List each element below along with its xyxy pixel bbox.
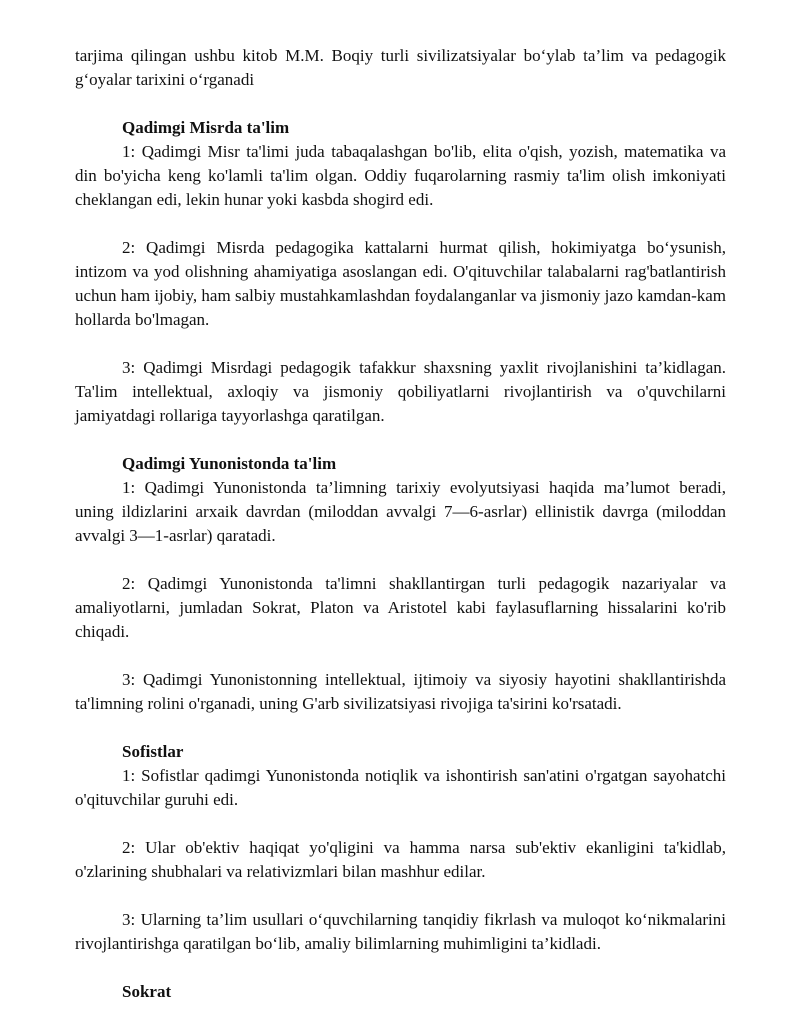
- paragraph: 3: Qadimgi Misrdagi pedagogik tafakkur shaxsning yaxlit rivojlanishini ta’kidlagan. Ta'lim intellektual, axloqiy va jismoniy qobiliyatlarni rivojlantirish va o'quvchilarni jamiyatdagi rollariga tayyorlashga qaratilgan.: [75, 358, 726, 425]
- section-heading: Qadimgi Misrda ta'lim: [122, 118, 290, 137]
- paragraph: 2: Qadimgi Misrda pedagogika kattalarni hurmat qilish, hokimiyatga bo‘ysunish, intizom va yod olishning ahamiyatiga asoslangan edi. O'qituvchilar talabalarni rag'batlantirish uchun ham ijobiy, ham salbiy mustahkamlashdan foydalanganlar va jismoniy jazo kamdan-kam hollarda bo'lmagan.: [75, 238, 726, 329]
- paragraph: 3: Ularning ta’lim usullari o‘quvchilarning tanqidiy fikrlash va muloqot ko‘nikmalarini rivojlantirishga qaratilgan bo‘lib, amaliy bilimlarning muhimligini ta’kidladi.: [75, 910, 726, 953]
- paragraph: 3: Qadimgi Yunonistonning intellektual, ijtimoiy va siyosiy hayotini shakllantirishda ta'limning rolini o'rganadi, uning G'arb sivilizatsiyasi rivojiga ta'sirini ko'rsatadi.: [75, 670, 726, 713]
- paragraph: 1: Sofistlar qadimgi Yunonistonda notiqlik va ishontirish san'atini o'rgatgan sayohatchi o'qituvchilar guruhi edi.: [75, 766, 726, 809]
- intro-paragraph: tarjima qilingan ushbu kitob M.M. Boqiy turli sivilizatsiyalar bo‘ylab ta’lim va pedagogik g‘oyalar tarixini o‘rganadi: [75, 46, 726, 89]
- paragraph: 2: Ular ob'ektiv haqiqat yo'qligini va hamma narsa sub'ektiv ekanligini ta'kidlab, o'zlarining shubhalari va relativizmlari bilan mashhur edilar.: [75, 838, 726, 881]
- section-heading: Qadimgi Yunonistonda ta'lim: [122, 454, 337, 473]
- document-page: [75, 44, 726, 1004]
- paragraph: 1: Qadimgi Yunonistonda ta’limning tarixiy evolyutsiyasi haqida ma’lumot beradi, uning ildizlarini arxaik davrdan (miloddan avvalgi 7—6-asrlar) ellinistik davrga (miloddan avvalgi 3—1-asrlar) qaratadi.: [75, 478, 726, 545]
- section-heading: Sofistlar: [122, 742, 184, 761]
- section-heading: Sokrat: [122, 982, 172, 1001]
- paragraph: 2: Qadimgi Yunonistonda ta'limni shakllantirgan turli pedagogik nazariyalar va amaliyotlarni, jumladan Sokrat, Platon va Aristotel kabi faylasuflarning hissalarini ko'rib chiqadi.: [75, 574, 726, 641]
- paragraph: 1: Qadimgi Misr ta'limi juda tabaqalashgan bo'lib, elita o'qish, yozish, matematika va din bo'yicha keng ko'lamli ta'lim olgan. Oddiy fuqarolarning rasmiy ta'lim olish imkoniyati cheklangan edi, lekin hunar yoki kasbda shogird edi.: [75, 142, 726, 209]
